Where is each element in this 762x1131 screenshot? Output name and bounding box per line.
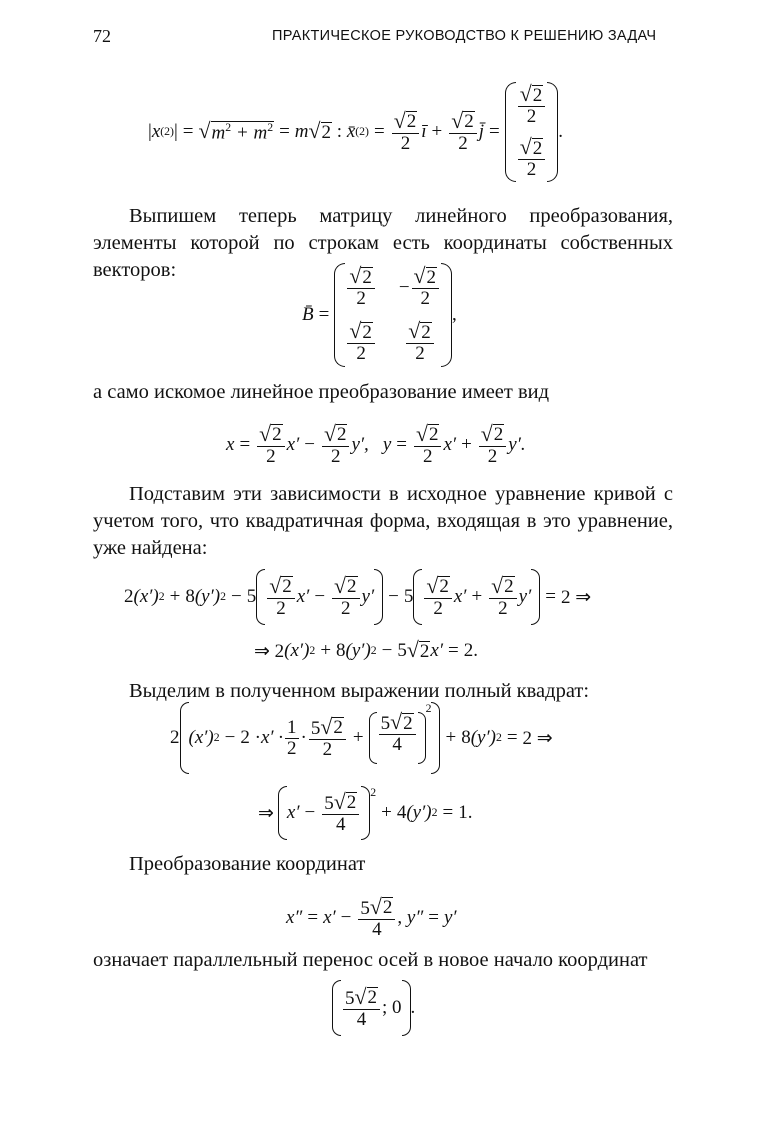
paragraph-matrix-intro: Выпишем теперь матрицу линейного преобразования, элементы которой по строкам есть координаты собственных векторов:: [93, 205, 673, 281]
running-title: ПРАКТИЧЕСКОЕ РУКОВОДСТВО К РЕШЕНИЮ ЗАДАЧ: [272, 28, 657, 44]
paragraph-coordinate-change: Преобразование координат: [129, 853, 366, 875]
equation-linear-transform: x = √ 2 2 x′ − √ 2 2 y′, y = √ 2 2 x′ + √ 2 2 y′.: [226, 421, 526, 467]
equation-canonical: ⇒ x′ − 5 √ 2 4 2 + 4 (y′) 2 = 1.: [258, 784, 472, 842]
paragraph-substitute: Подставим эти зависимости в исходное уравнение кривой с учетом того, что квадратичная форма, входящая в это уравнение, уже найдена:: [93, 483, 673, 559]
paragraph-transform-form: а само искомое линейное преобразование имеет вид: [93, 381, 550, 403]
equation-complete-square: 2 (x′) 2 − 2 · x′ · $\frac{1}{2}$ · 5 √ 2 2 + 5 √ 2 4 2 + 8 (y′) 2 = 2 ⇒: [170, 702, 553, 774]
equation-new-origin: 5 √ 2 4 ; 0 .: [332, 978, 415, 1038]
paragraph-parallel-shift: означает параллельный перенос осей в новое начало координат: [93, 949, 648, 971]
equation-matrix-b: B̄ = √ 2 2 − √ 2 2 √ 2 2 √ 2 2 ,: [302, 262, 457, 368]
page-number: 72: [93, 26, 111, 46]
equation-simplified: ⇒ 2 (x′) 2 + 8 (y′) 2 − 5 √ 2 x′ = 2.: [254, 638, 478, 663]
equation-eigenvector-norm: | x (2) | = √ $m^2 + m^2$ = m √ 2 : x̄ (2) = √ 2 2 ī + √ 2 2 j̄ = √ 2 2 √ 2 2 .: [148, 82, 563, 180]
equation-substitution: 2 (x′) 2 + 8 (y′) 2 − 5 √ 2 2 x′ − √ 2 2 y′ − 5 √ 2 2 x′ + √ 2 2 y′ = 2 ⇒: [124, 568, 591, 626]
equation-shift: x″ = x′ − 5 √ 2 4 , y″ = y′: [286, 894, 457, 940]
paragraph-complete-square: Выделим в полученном выражении полный квадрат:: [129, 680, 590, 702]
